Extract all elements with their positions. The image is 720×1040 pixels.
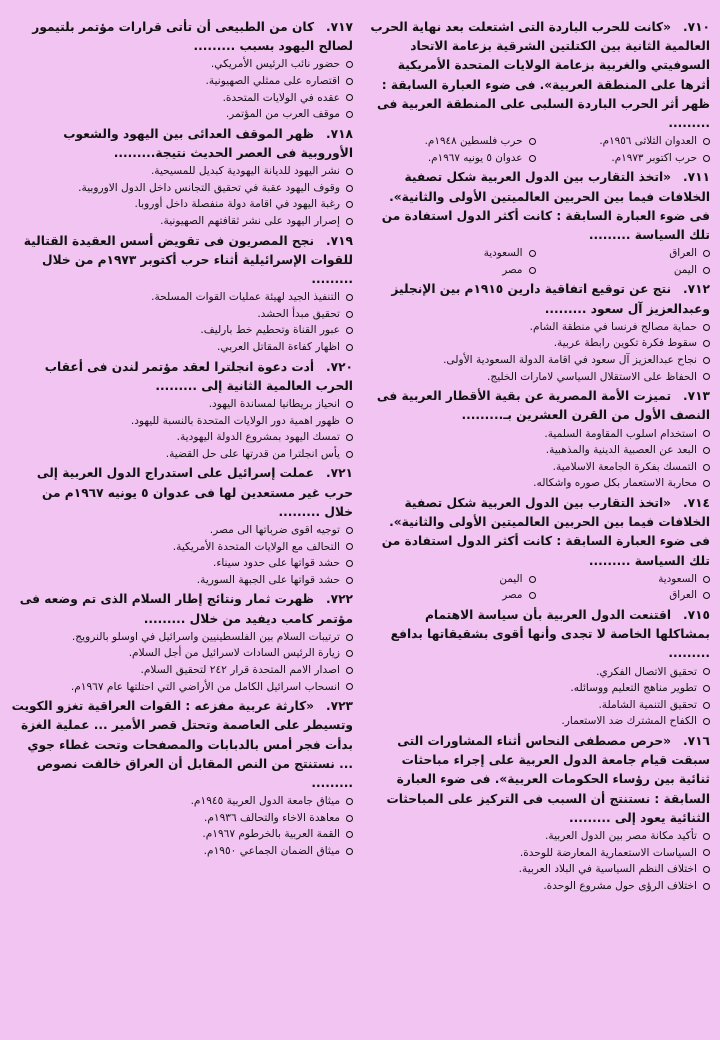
answer-option[interactable] bbox=[367, 697, 710, 714]
answer-option-text: تأكيد مكانة مصر بين الدول العربية. bbox=[545, 829, 697, 842]
answer-option-text: ترتيبات السلام بين الفلسطينيين واسرائيل في اوسلو بالنرويج. bbox=[71, 630, 340, 643]
question-stem bbox=[367, 280, 710, 318]
answer-option[interactable] bbox=[367, 369, 710, 386]
answer-option-text: عدوان ٥ يونيه ١٩٦٧م. bbox=[427, 151, 523, 164]
radio-circle-icon[interactable] bbox=[346, 798, 353, 805]
answer-options bbox=[10, 396, 353, 462]
answer-option-text: ميثاق جامعة الدول العربية ١٩٤٥م. bbox=[190, 795, 340, 808]
answer-option[interactable] bbox=[10, 163, 353, 180]
question-text: «اتخذ التقارب بين الدول العربية شكل تصفية الخلافات فيما بين الحربين العالميتين الأولى والثانية». فى ضوء العبارة السابقة : كانت أكثر الدول استفادة من تلك السياسة ......... bbox=[381, 170, 710, 243]
answer-option[interactable] bbox=[367, 571, 536, 588]
question-block bbox=[10, 464, 353, 588]
radio-circle-icon[interactable] bbox=[346, 111, 353, 118]
radio-circle-icon[interactable] bbox=[703, 718, 710, 725]
radio-circle-icon[interactable] bbox=[529, 592, 536, 599]
question-number: ٧٢١. bbox=[326, 466, 353, 481]
answer-option[interactable] bbox=[10, 679, 353, 696]
answer-option[interactable] bbox=[10, 322, 353, 339]
answer-option-text: اختلاف الرؤى حول مشروع الوحدة. bbox=[543, 879, 697, 892]
radio-circle-icon[interactable] bbox=[346, 650, 353, 657]
answer-options bbox=[10, 793, 353, 859]
radio-circle-icon[interactable] bbox=[346, 417, 353, 424]
question-text: أدت دعوة انجلترا لعقد مؤتمر لندن فى أعقاب الحرب العالمية الثانية إلى ......... bbox=[44, 359, 353, 393]
question-stem bbox=[10, 464, 353, 522]
question-text: اقتنعت الدول العربية بأن سياسة الاهتمام بمشاكلها الخاصة لا تجدى وأنها أقوى بشقيقاتها بدافع ......... bbox=[390, 607, 710, 661]
question-stem bbox=[367, 732, 710, 828]
radio-circle-icon[interactable] bbox=[346, 831, 353, 838]
radio-circle-icon[interactable] bbox=[346, 667, 353, 674]
radio-circle-icon[interactable] bbox=[703, 480, 710, 487]
radio-circle-icon[interactable] bbox=[346, 634, 353, 641]
answer-option-text: السعودية bbox=[658, 572, 697, 585]
answer-option[interactable] bbox=[367, 459, 710, 476]
radio-circle-icon[interactable] bbox=[703, 357, 710, 364]
answer-option[interactable] bbox=[10, 645, 353, 662]
radio-circle-icon[interactable] bbox=[703, 668, 710, 675]
answer-option-text: استخدام اسلوب المقاومة السلمية. bbox=[544, 427, 697, 440]
question-stem bbox=[10, 358, 353, 396]
answer-option-text: سقوط فكرة تكوين رابطة عربية. bbox=[553, 337, 697, 350]
radio-circle-icon[interactable] bbox=[703, 138, 710, 145]
answer-options bbox=[367, 828, 710, 894]
radio-circle-icon[interactable] bbox=[703, 155, 710, 162]
answer-option-text: تحقيق التنمية الشاملة. bbox=[598, 698, 697, 711]
answer-option[interactable] bbox=[10, 196, 353, 213]
answer-option[interactable] bbox=[542, 262, 711, 279]
question-text: «كارثة عربية مفزعه : القوات العراقية تغزو الكويت وتسيطر على العاصمة وتحتل قصر الأمير ... عملية الغزة بدأت فجر أمس بالدبابات والمصفحات وتحت غطاء جوي ... نستنتج من النص المقابل أن العراق خالفت نصوص ......... bbox=[11, 699, 353, 790]
answer-option[interactable] bbox=[10, 180, 353, 197]
question-stem bbox=[10, 232, 353, 290]
answer-option[interactable] bbox=[10, 56, 353, 73]
answer-option-text: التنفيذ الجيد لهيئة عمليات القوات المسلحة. bbox=[151, 291, 340, 304]
question-block bbox=[367, 280, 710, 385]
answer-option[interactable] bbox=[367, 878, 710, 895]
radio-circle-icon[interactable] bbox=[703, 576, 710, 583]
question-stem bbox=[10, 125, 353, 163]
answer-option-text: ميثاق الضمان الجماعي ١٩٥٠م. bbox=[203, 844, 340, 857]
answer-options bbox=[10, 56, 353, 122]
question-number: ٧٢٣. bbox=[326, 699, 353, 714]
question-block bbox=[10, 125, 353, 230]
answer-option[interactable] bbox=[367, 262, 536, 279]
answer-option-text: العراق bbox=[669, 589, 697, 602]
answer-option-text: إصرار اليهود على نشر ثقافتهم الصهيونية. bbox=[160, 214, 340, 227]
answer-option-text: البعد عن العصبية الدينية والمذهبية. bbox=[545, 444, 697, 457]
radio-circle-icon[interactable] bbox=[346, 311, 353, 318]
radio-circle-icon[interactable] bbox=[529, 250, 536, 257]
answer-option-text: تطوير مناهج التعليم ووسائله. bbox=[570, 682, 697, 695]
radio-circle-icon[interactable] bbox=[703, 373, 710, 380]
question-stem bbox=[10, 590, 353, 628]
radio-circle-icon[interactable] bbox=[703, 866, 710, 873]
answer-option-text: السعودية bbox=[483, 247, 523, 260]
radio-circle-icon[interactable] bbox=[346, 527, 353, 534]
radio-circle-icon[interactable] bbox=[346, 185, 353, 192]
answer-option-text: انسحاب اسرائيل الكامل من الأراضي التي احتلتها عام ١٩٦٧م. bbox=[70, 680, 340, 693]
radio-circle-icon[interactable] bbox=[703, 340, 710, 347]
question-block bbox=[10, 232, 353, 356]
radio-circle-icon[interactable] bbox=[346, 434, 353, 441]
radio-circle-icon[interactable] bbox=[703, 464, 710, 471]
answer-option-text: تحقيق مبدأ الحشد. bbox=[257, 307, 340, 320]
answer-options bbox=[10, 163, 353, 229]
answer-option[interactable] bbox=[10, 413, 353, 430]
answer-options bbox=[367, 571, 710, 604]
radio-circle-icon[interactable] bbox=[346, 168, 353, 175]
answer-option[interactable] bbox=[10, 843, 353, 860]
radio-circle-icon[interactable] bbox=[703, 324, 710, 331]
radio-circle-icon[interactable] bbox=[346, 61, 353, 68]
radio-circle-icon[interactable] bbox=[346, 94, 353, 101]
question-stem bbox=[367, 606, 710, 664]
answer-options bbox=[367, 133, 710, 166]
answer-option[interactable] bbox=[10, 810, 353, 827]
answer-option[interactable] bbox=[10, 90, 353, 107]
answer-option[interactable] bbox=[367, 352, 710, 369]
answer-option[interactable] bbox=[367, 245, 536, 262]
left-column bbox=[10, 18, 353, 1032]
answer-options bbox=[10, 522, 353, 588]
question-block bbox=[367, 18, 710, 166]
answer-option[interactable] bbox=[367, 133, 536, 150]
radio-circle-icon[interactable] bbox=[346, 218, 353, 225]
question-number: ٧١٩. bbox=[326, 233, 353, 248]
answer-option-text: موقف العرب من المؤتمر. bbox=[225, 108, 340, 121]
answer-option[interactable] bbox=[10, 522, 353, 539]
radio-circle-icon[interactable] bbox=[703, 250, 710, 257]
answer-option-text: اظهار كفاءة المقاتل العربي. bbox=[217, 340, 340, 353]
answer-option[interactable] bbox=[10, 555, 353, 572]
question-block bbox=[10, 590, 353, 695]
radio-circle-icon[interactable] bbox=[703, 430, 710, 437]
question-text: نتج عن توقيع اتفاقية دارين ١٩١٥م بين الإنجليز وعبدالعزيز آل سعود ......... bbox=[391, 282, 710, 316]
question-stem bbox=[367, 494, 710, 571]
radio-circle-icon[interactable] bbox=[703, 849, 710, 856]
question-block bbox=[10, 358, 353, 463]
question-number: ٧١٨. bbox=[326, 126, 353, 141]
answer-option[interactable] bbox=[10, 213, 353, 230]
answer-option[interactable] bbox=[542, 587, 711, 604]
question-block bbox=[367, 606, 710, 730]
radio-circle-icon[interactable] bbox=[703, 685, 710, 692]
answer-option-text: اليمن bbox=[499, 572, 523, 585]
answer-option[interactable] bbox=[10, 73, 353, 90]
radio-circle-icon[interactable] bbox=[529, 267, 536, 274]
answer-options bbox=[367, 426, 710, 492]
answer-option-text: انحياز بريطانيا لمساندة اليهود. bbox=[208, 397, 340, 410]
answer-option[interactable] bbox=[10, 446, 353, 463]
answer-option-text: تحقيق الاتصال الفكري. bbox=[596, 665, 697, 678]
question-text: «حرص مصطفى النحاس أثناء المشاورات التى سبقت قيام جامعة الدول العربية على إجراء مباحثات ثنائية بين رؤساء الحكومات العربية». فى ضوء العبارة السابقة : نستنتج أن السبب فى التركيز على المباحثات الثنائية يعود إلى ......... bbox=[386, 733, 710, 825]
answer-option[interactable] bbox=[10, 662, 353, 679]
answer-option[interactable] bbox=[10, 539, 353, 556]
question-stem bbox=[367, 18, 710, 133]
radio-circle-icon[interactable] bbox=[529, 138, 536, 145]
answer-option-text: اصدار الامم المتحدة قرار ٢٤٢ لتحقيق السلام. bbox=[140, 663, 340, 676]
question-number: ٧١٥. bbox=[683, 607, 710, 622]
question-number: ٧١٤. bbox=[683, 495, 710, 510]
radio-circle-icon[interactable] bbox=[703, 883, 710, 890]
answer-option[interactable] bbox=[367, 713, 710, 730]
radio-circle-icon[interactable] bbox=[346, 560, 353, 567]
answer-option[interactable] bbox=[367, 664, 710, 681]
answer-option[interactable] bbox=[10, 572, 353, 589]
answer-option-text: معاهدة الاخاء والتحالف ١٩٣٦م. bbox=[203, 811, 340, 824]
answer-option[interactable] bbox=[367, 828, 710, 845]
answer-option-text: القمة العربية بالخرطوم ١٩٦٧م. bbox=[202, 828, 340, 841]
radio-circle-icon[interactable] bbox=[346, 294, 353, 301]
radio-circle-icon[interactable] bbox=[346, 848, 353, 855]
answer-option-text: نشر اليهود للديانة اليهودية كبديل للمسيحية. bbox=[150, 165, 340, 178]
radio-circle-icon[interactable] bbox=[703, 833, 710, 840]
answer-option[interactable] bbox=[10, 429, 353, 446]
answer-option-text: حماية مصالح فرنسا في منطقة الشام. bbox=[529, 320, 697, 333]
radio-circle-icon[interactable] bbox=[346, 344, 353, 351]
question-block bbox=[10, 18, 353, 123]
answer-options bbox=[367, 664, 710, 730]
answer-option[interactable] bbox=[10, 339, 353, 356]
radio-circle-icon[interactable] bbox=[346, 683, 353, 690]
radio-circle-icon[interactable] bbox=[529, 576, 536, 583]
answer-option-text: حضور نائب الرئيس الأمريكي. bbox=[210, 58, 340, 71]
radio-circle-icon[interactable] bbox=[346, 577, 353, 584]
answer-option-text: محاربة الاستعمار بكل صوره واشكاله. bbox=[533, 477, 697, 490]
answer-option[interactable] bbox=[367, 475, 710, 492]
answer-option-text: التمسك بفكرة الجامعة الاسلامية. bbox=[552, 460, 697, 473]
radio-circle-icon[interactable] bbox=[703, 447, 710, 454]
question-block bbox=[10, 697, 353, 859]
answer-options bbox=[10, 289, 353, 355]
answer-option-text: اختلاف النظم السياسية في البلاد العربية. bbox=[518, 863, 697, 876]
answer-options bbox=[367, 245, 710, 278]
radio-circle-icon[interactable] bbox=[346, 815, 353, 822]
answer-option-text: مصر bbox=[502, 263, 523, 276]
answer-option-text: حشد قواتها على حدود سيناء. bbox=[212, 557, 340, 570]
answer-option[interactable] bbox=[10, 396, 353, 413]
question-number: ٧١٧. bbox=[326, 20, 353, 34]
answer-option-text: تمسك اليهود بمشروع الدولة اليهودية. bbox=[176, 431, 340, 444]
question-block bbox=[367, 494, 710, 604]
radio-circle-icon[interactable] bbox=[529, 155, 536, 162]
answer-option[interactable] bbox=[542, 245, 711, 262]
radio-circle-icon[interactable] bbox=[346, 543, 353, 550]
answer-option-text: يأس انجلترا من قدرتها على حل القضية. bbox=[165, 447, 340, 460]
answer-option-text: حشد قواتها على الجبهة السورية. bbox=[196, 573, 340, 586]
question-block bbox=[367, 168, 710, 278]
answer-option-text: العدوان الثلاثى ١٩٥٦م. bbox=[599, 135, 697, 148]
answer-option[interactable] bbox=[367, 845, 710, 862]
radio-circle-icon[interactable] bbox=[346, 451, 353, 458]
answer-option-text: حرب فلسطين ١٩٤٨م. bbox=[424, 135, 523, 148]
answer-option-text: الحفاظ على الاستقلال السياسي لامارات الخليج. bbox=[487, 370, 697, 383]
answer-options bbox=[10, 629, 353, 695]
question-text: كان من الطبيعى أن تأتى قرارات مؤتمر بلتيمور لصالح اليهود بسبب ......... bbox=[32, 20, 353, 54]
answer-option[interactable] bbox=[367, 150, 536, 167]
answer-option-text: العراق bbox=[669, 247, 697, 260]
question-text: ظهر الموقف العدائى بين اليهود والشعوب الأوروبية فى العصر الحديث نتيجة......... bbox=[63, 126, 353, 160]
question-stem bbox=[10, 697, 353, 793]
answer-option-text: عبور القناة وتحطيم خط بارليف. bbox=[200, 324, 340, 337]
answer-option[interactable] bbox=[10, 106, 353, 123]
answer-option[interactable] bbox=[367, 335, 710, 352]
question-number: ٧٢٢. bbox=[326, 592, 353, 607]
question-stem bbox=[10, 18, 353, 56]
answer-option-text: ظهور اهمية دور الولايات المتحدة بالنسبة لليهود. bbox=[130, 414, 340, 427]
answer-options bbox=[367, 319, 710, 385]
answer-option-text: الكفاح المشترك ضد الاستعمار. bbox=[561, 715, 697, 728]
question-number: ٧٢٠. bbox=[326, 359, 353, 374]
answer-option[interactable] bbox=[367, 680, 710, 697]
right-column bbox=[367, 18, 710, 1032]
radio-circle-icon[interactable] bbox=[346, 78, 353, 85]
question-number: ٧١١. bbox=[683, 170, 710, 185]
answer-option[interactable] bbox=[367, 587, 536, 604]
answer-option-text: عقده في الولايات المتحدة. bbox=[222, 91, 340, 104]
question-block bbox=[367, 387, 710, 492]
radio-circle-icon[interactable] bbox=[703, 267, 710, 274]
question-text: عملت إسرائيل على استدراج الدول العربية إلى حرب غير مستعدين لها فى عدوان ٥ يونيه ١٩٦٧م من خلال ......... bbox=[36, 466, 353, 519]
radio-circle-icon[interactable] bbox=[703, 702, 710, 709]
answer-option-text: السياسات الاستعمارية المعارضة للوحدة. bbox=[519, 846, 697, 859]
radio-circle-icon[interactable] bbox=[346, 201, 353, 208]
radio-circle-icon[interactable] bbox=[346, 401, 353, 408]
answer-option-text: مصر bbox=[502, 589, 523, 602]
question-text: نجح المصريون فى تقويض أسس العقيدة القتالية للقوات الإسرائيلية أثناء حرب أكتوبر ١٩٧٣م من خلال ......... bbox=[23, 233, 353, 286]
answer-option[interactable] bbox=[542, 150, 711, 167]
answer-option-text: اقتصاره على ممثلي الصهيونية. bbox=[205, 75, 340, 87]
answer-option[interactable] bbox=[10, 629, 353, 646]
question-number: ٧١٦. bbox=[683, 733, 710, 748]
question-number: ٧١٣. bbox=[683, 389, 710, 404]
question-text: «اتخذ التقارب بين الدول العربية شكل تصفية الخلافات فيما بين الحربين العالميتين الأولى والثانية». فى ضوء العبارة السابقة : كانت أكثر الدول استفادة من تلك السياسة ......... bbox=[381, 495, 710, 568]
answer-option[interactable] bbox=[367, 442, 710, 459]
answer-option[interactable] bbox=[542, 571, 711, 588]
answer-option-text: اليمن bbox=[673, 263, 697, 276]
question-text: تميزت الأمة المصرية عن بقية الأقطار العربية فى النصف الأول من القرن العشرين بـ......... bbox=[376, 389, 710, 423]
question-number: ٧١٠. bbox=[683, 20, 710, 34]
question-text: ظهرت ثمار ونتائج إطار السلام الذى تم وضعه فى مؤتمر كامب ديفيد من خلال ......... bbox=[19, 592, 353, 626]
radio-circle-icon[interactable] bbox=[346, 327, 353, 334]
question-text: «كانت للحرب الباردة التى اشتعلت بعد نهاية الحرب العالمية الثانية بين الكتلتين الشرقية بزعامة الاتحاد السوفيتي والغربية بزعامة الولايات المتحدة الأمريكية أثرها على المنطقة العربية». فى ضوء العبارة السابقة : ظهر أثر الحرب الباردة السلبى على المنطقة العربية فى ......... bbox=[370, 20, 710, 131]
answer-option[interactable] bbox=[10, 306, 353, 323]
answer-option[interactable] bbox=[367, 426, 710, 443]
answer-option-text: التحالف مع الولايات المتحدة الأمريكية. bbox=[172, 540, 340, 553]
radio-circle-icon[interactable] bbox=[703, 592, 710, 599]
answer-option-text: نجاح عبدالعزيز آل سعود في اقامة الدولة السعودية الأولى. bbox=[443, 354, 697, 366]
answer-option[interactable] bbox=[367, 319, 710, 336]
answer-option[interactable] bbox=[367, 861, 710, 878]
question-stem bbox=[367, 168, 710, 245]
answer-option-text: توجيه اقوى ضرباتها الى مصر. bbox=[209, 523, 340, 536]
question-number: ٧١٢. bbox=[683, 282, 710, 297]
answer-option[interactable] bbox=[10, 793, 353, 810]
answer-option[interactable] bbox=[542, 133, 711, 150]
answer-option[interactable] bbox=[10, 289, 353, 306]
answer-option-text: زيارة الرئيس السادات لاسرائيل من أجل السلام. bbox=[128, 647, 340, 660]
answer-option-text: وقوف اليهود عقبة في تحقيق التجانس داخل الدول الاوروبية. bbox=[78, 181, 340, 194]
question-stem bbox=[367, 387, 710, 425]
question-block bbox=[367, 732, 710, 894]
answer-option-text: حرب اكتوبر ١٩٧٣م. bbox=[611, 151, 697, 164]
answer-option[interactable] bbox=[10, 826, 353, 843]
answer-option-text: رغبة اليهود في اقامة دولة منفصلة داخل أوروبا. bbox=[134, 198, 340, 211]
